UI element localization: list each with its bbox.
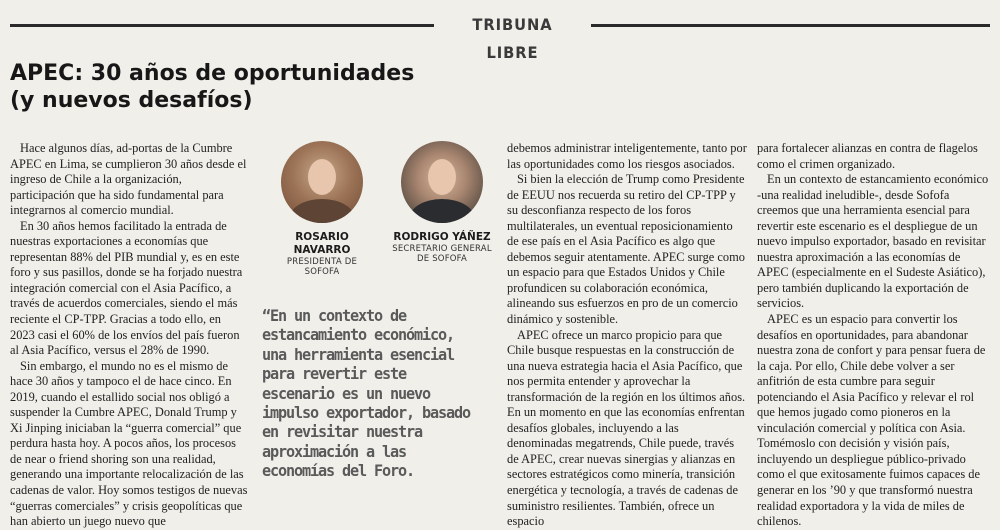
author-photo <box>281 141 363 223</box>
paragraph: Si bien la elección de Trump como Presidente de EEUU nos recuerda su retiro del CP-TPP y su desconfianza respecto de los foros multilaterales, un eventual reposicionamiento de ese país en el Asia Pacífico es algo que debemos seguir atentamente. APEC surge como un espacio para que Estados Unidos y Chile profundicen su colaboración económica, alineando sus esfuerzos en pro de un comercio dinámico y sostenible. <box>507 172 745 327</box>
author-role: PRESIDENTA DE SOFOFA <box>286 257 358 277</box>
paragraph: En 30 años hemos facilitado la entrada de nuestras exportaciones a economías que representan 88% del PIB mundial y, es en este foro y sus pasillos, donde se ha forjado nuestra integración comercial con el Asia Pacífico, a través de acuerdos comerciales, siendo el más reciente el CP-TPP. Gracias a todo ello, en 2023 casi el 60% de los envíos del país fueron al Asia Pacífico, versus el 28% de 1990. <box>10 218 243 358</box>
header-rule-right <box>591 24 990 27</box>
paragraph: Sin embargo, el mundo no es el mismo de hace 30 años y tampoco el de hace cinco. En 2019, cuando el estallido social nos obligó a suspender la Cumbre APEC, Donald Trump y Xi Jinping iniciaban la “guerra comercial” que perdura hasta hoy. A pocos años, los procesos de near o friend shoring son una realidad, generando una importante relocalización de las cadenas de valor. Hoy somos testigos de nuevas “guerras comerciales” y crisis geopolíticas que han abierto un juego nuevo que <box>10 358 248 529</box>
author-role: SECRETARIO GENERAL DE SOFOFA <box>392 244 492 264</box>
headline: APEC: 30 años de oportunidades (y nuevos desafíos) <box>10 61 415 113</box>
paragraph: En un contexto de estancamiento económico -una realidad ineludible-, desde Sofofa creemos que una herramienta esencial para revertir este escenario es el despliegue de un nuevo impulso exportador, basado en revisitar nuestra aproximación a las economías de APEC (especialmente en el Sudeste Asiático), pero también duplicando la exportación de servicios. <box>757 172 989 311</box>
author-photo <box>401 141 483 223</box>
section-title: TRIBUNA LIBRE <box>472 15 553 62</box>
paragraph: debemos administrar inteligentemente, tanto por las oportunidades como los riesgos asociados. <box>507 141 747 171</box>
author-name: ROSARIO NAVARRO <box>293 231 351 256</box>
article-column-3 <box>507 141 747 530</box>
author-name: RODRIGO YÁÑEZ <box>393 231 491 243</box>
paragraph: APEC es un espacio para convertir los desafíos en oportunidades, para abandonar nuestra zona de confort y para pensar fuera de la caja. Por ello, Chile debe volver a ser anfitrión de esta cumbre para seguir potenciando el Asia Pacífico y relevar el rol que hemos jugado como pioneros en la vinculación comercial y política con Asia. Tomémoslo con decisión y visión país, incluyendo un despliegue público-privado como el que exitosamente fuimos capaces de generar en los ’90 y que transformó nuestra realidad exportadora y la vida de miles de chilenos. <box>757 312 986 529</box>
pull-quote: “En un contexto de estancamiento económico, una herramienta esencial para revertir este escenario es un nuevo impulso exportador, basado en revisitar nuestra aproximación a las economías del Foro. <box>262 306 471 481</box>
paragraph: para fortalecer alianzas en contra de flagelos como el crimen organizado. <box>757 141 978 171</box>
paragraph: Hace algunos días, ad-portas de la Cumbre APEC en Lima, se cumplieron 30 años desde el ingreso de Chile a la organización, participación que ha sido fundamental para integrarnos al comercio mundial. <box>10 141 247 218</box>
paragraph: APEC ofrece un marco propicio para que Chile busque respuestas en la construcción de una nueva estrategia hacia el Asia Pacífico, que nos permita entender y aprovechar la transformación de la región en los últimos años. En un momento en que las economías enfrentan desafíos globales, incluyendo a las denominadas megatrends, Chile puede, través de APEC, crear nuevas sinergias y alianzas en sectores estratégicos como minería, transición energética y tecnología, a través de cadenas de suministro resilientes. También, ofrece un espacio <box>507 327 746 529</box>
author-rodrigo-yanez <box>387 141 497 264</box>
article-column-1 <box>10 141 248 530</box>
author-rosario-navarro <box>267 141 377 277</box>
header-rule-left <box>10 24 434 27</box>
article-column-4 <box>757 141 993 530</box>
